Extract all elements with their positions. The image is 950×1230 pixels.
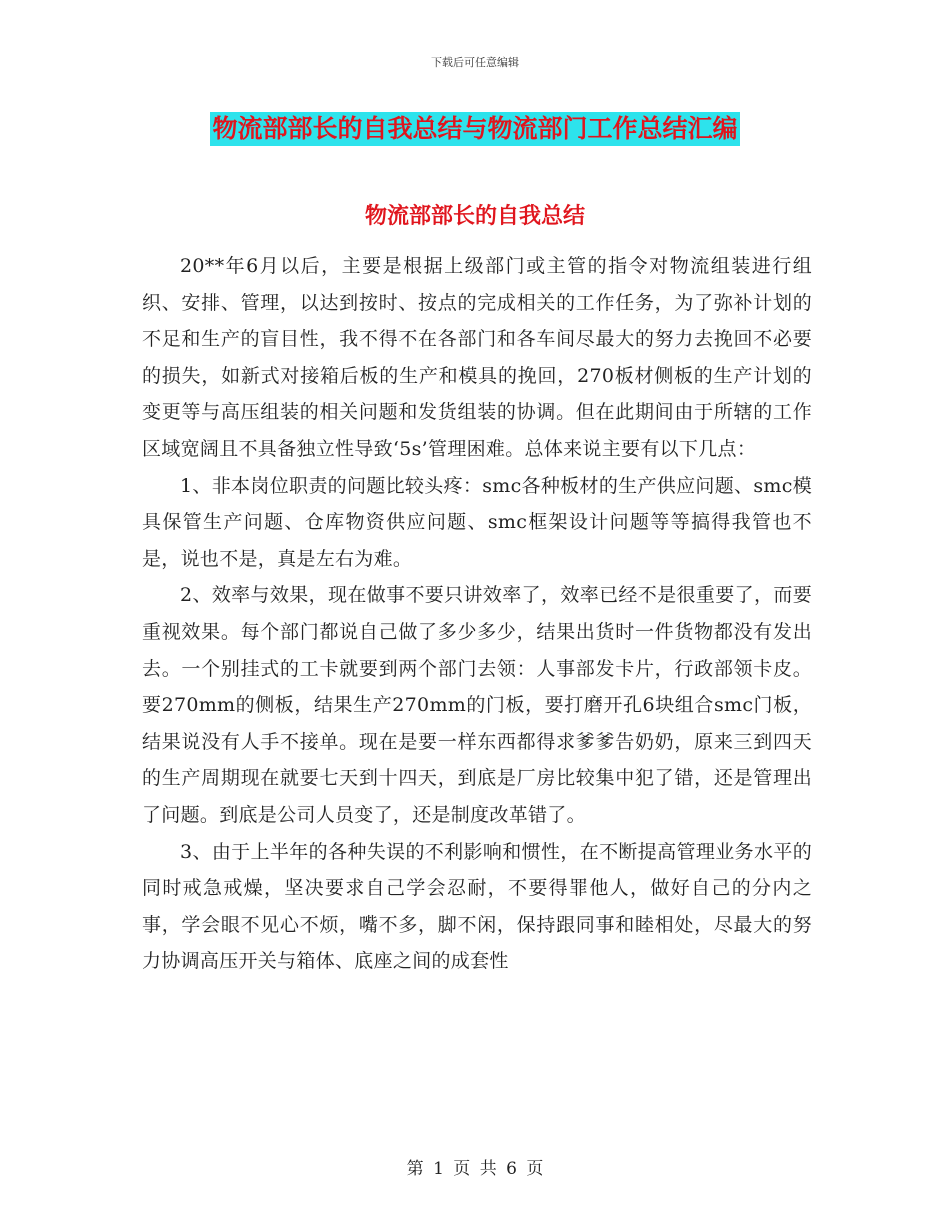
paragraph-intro: 20**年6月以后，主要是根据上级部门或主管的指令对物流组装进行组织、安排、管理，以达到按时、按点的完成相关的工作任务，为了弥补计划的不足和生产的盲目性，我不得不在各部门和各车间尽最大的努力去挽回不必要的损失，如新式对接箱后板的生产和模具的挽回，270板材侧板的生产计划的变更等与高压组装的相关问题和发货组装的协调。但在此期间由于所辖的工作区域宽阔且不具备独立性导致‘5s’管理困难。总体来说主要有以下几点： bbox=[142, 255, 812, 460]
main-title-container bbox=[0, 112, 950, 146]
page-header-note: 下载后可任意编辑 bbox=[431, 56, 519, 69]
page-footer: 第 1 页 共 6 页 bbox=[406, 1159, 544, 1179]
main-title: 物流部部长的自我总结与物流部门工作总结汇编 bbox=[210, 112, 739, 146]
paragraph-point-3: 3、由于上半年的各种失误的不利影响和惯性，在不断提高管理业务水平的同时戒急戒燥，坚决要求自己学会忍耐，不要得罪他人，做好自己的分内之事，学会眼不见心不烦，嘴不多，脚不闲，保持跟同事和睦相处，尽最大的努力协调高压开关与箱体、底座之间的成套性 bbox=[142, 840, 812, 973]
paragraph-point-1: 1、非本岗位职责的问题比较头疼：smc各种板材的生产供应问题、smc模具保管生产问题、仓库物资供应问题、smc框架设计问题等等搞得我管也不是，说也不是，真是左右为难。 bbox=[142, 474, 812, 570]
section-title: 物流部部长的自我总结 bbox=[364, 203, 585, 229]
document-body bbox=[142, 248, 812, 980]
paragraph-point-2: 2、效率与效果，现在做事不要只讲效率了，效率已经不是很重要了，而要重视效果。每个部门都说自己做了多少多少，结果出货时一件货物都没有发出去。一个别挂式的工卡就要到两个部门去领：人事部发卡片，行政部领卡皮。要270mm的侧板，结果生产270mm的门板，要打磨开孔6块组合smc门板，结果说没有人手不接单。现在是要一样东西都得求爹爹告奶奶，原来三到四天的生产周期现在就要七天到十四天，到底是厂房比较集中犯了错，还是管理出了问题。到底是公司人员变了，还是制度改革错了。 bbox=[142, 584, 812, 826]
